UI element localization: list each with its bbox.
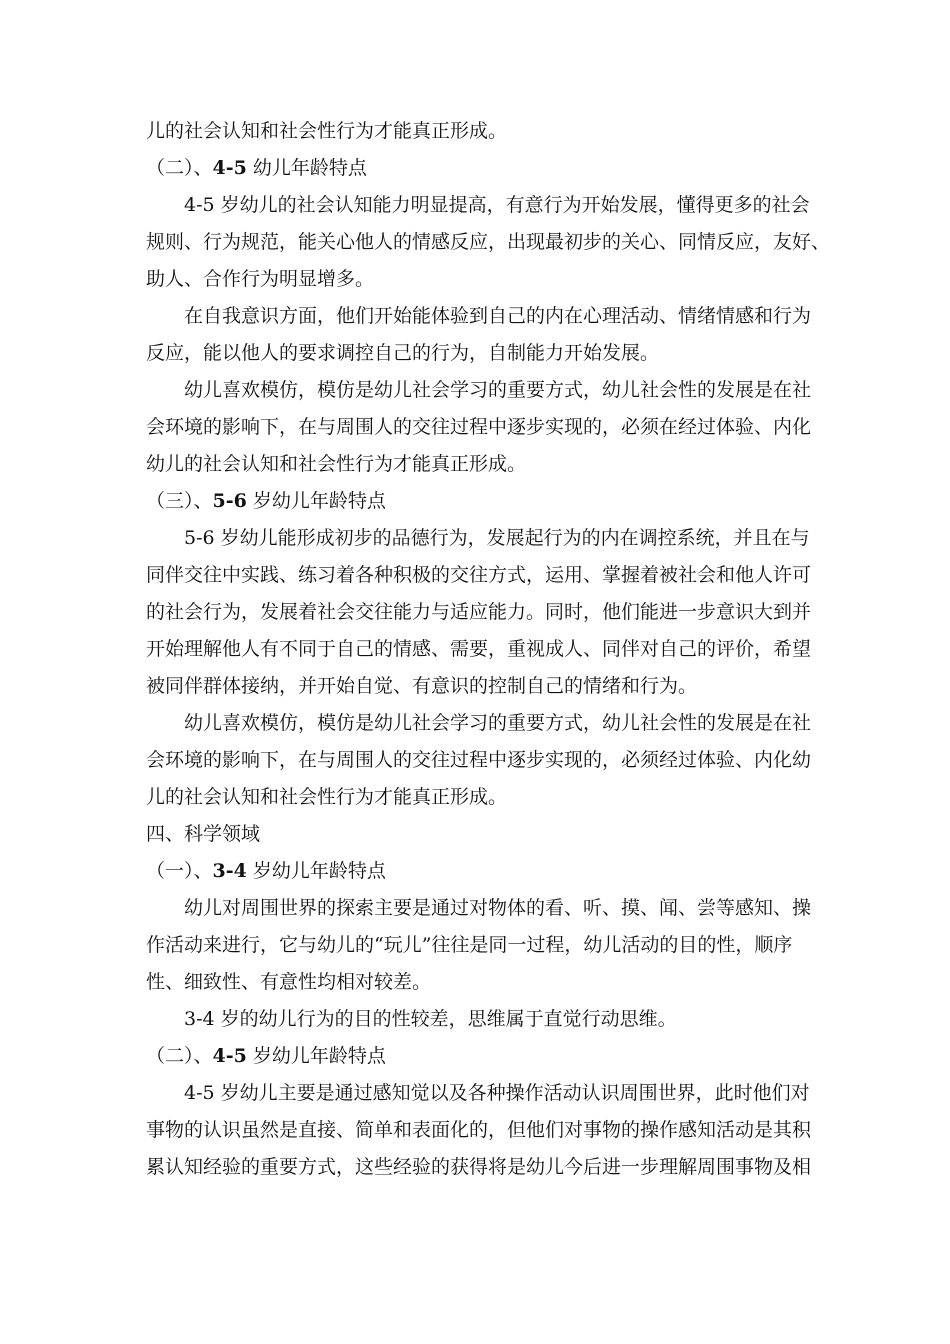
heading-prefix: （一）、 — [146, 860, 213, 882]
section-heading — [146, 853, 811, 890]
paragraph-line: 反应，能以他人的要求调控自己的行为，自制能力开始发展。 — [146, 342, 660, 364]
paragraph-line: 儿的社会认知和社会性行为才能真正形成。 — [146, 120, 508, 142]
section-heading — [146, 150, 811, 187]
paragraph-line: 3-4 岁的幼儿行为的目的性较差，思维属于直觉行动思维。 — [184, 1008, 677, 1030]
paragraph-line: 被同伴群体接纳，并开始自觉、有意识的控制自己的情绪和行为。 — [146, 675, 698, 697]
heading-title: 岁幼儿年龄特点 — [246, 1045, 386, 1067]
paragraph-line: 规则、行为规范，能关心他人的情感反应，出现最初步的关心、同情反应，友好、 — [146, 231, 831, 253]
heading-title: 幼儿年龄特点 — [246, 157, 367, 179]
paragraph-line: 性、细致性、有意性均相对较差。 — [146, 971, 432, 993]
paragraph-line: 在自我意识方面，他们开始能体验到自己的内在心理活动、情绪情感和行为 — [184, 305, 812, 327]
heading-prefix: （二）、 — [146, 1045, 213, 1067]
paragraph-line: 4-5 岁幼儿的社会认知能力明显提高，有意行为开始发展，懂得更多的社会 — [184, 194, 810, 216]
paragraph-line: 会环境的影响下，在与周围人的交往过程中逐步实现的，必须在经过体验、内化 — [146, 416, 812, 438]
paragraph-line: 会环境的影响下，在与周围人的交往过程中逐步实现的，必须经过体验、内化幼 — [146, 749, 812, 771]
paragraph-line: 同伴交往中实践、练习着各种积极的交往方式，运用、掌握着被社会和他人许可 — [146, 564, 812, 586]
heading-title: 岁幼儿年龄特点 — [246, 490, 386, 512]
paragraph-line: 幼儿喜欢模仿，模仿是幼儿社会学习的重要方式，幼儿社会性的发展是在社 — [184, 379, 812, 401]
heading-age-range: 3-4 — [212, 860, 247, 882]
paragraph-line: 累认知经验的重要方式，这些经验的获得将是幼儿今后进一步理解周围事物及相 — [146, 1156, 812, 1178]
paragraph-line: 幼儿对周围世界的探索主要是通过对物体的看、听、摸、闻、尝等感知、操 — [184, 897, 812, 919]
document-body — [146, 113, 831, 1186]
heading-age-range: 4-5 — [212, 1045, 247, 1067]
paragraph-line: 事物的认识虽然是直接、简单和表面化的，但他们对事物的操作感知活动是其积 — [146, 1119, 812, 1141]
heading-prefix: （三）、 — [146, 490, 213, 512]
heading-age-range: 5-6 — [212, 490, 247, 512]
section-heading — [146, 483, 811, 520]
paragraph-line: 5-6 岁幼儿能形成初步的品德行为，发展起行为的内在调控系统，并且在与 — [184, 527, 810, 549]
section-heading — [146, 1038, 811, 1075]
heading-title: 岁幼儿年龄特点 — [246, 860, 386, 882]
paragraph-line: 幼儿喜欢模仿，模仿是幼儿社会学习的重要方式，幼儿社会性的发展是在社 — [184, 712, 812, 734]
paragraph-line: 幼儿的社会认知和社会性行为才能真正形成。 — [146, 453, 527, 475]
paragraph-line: 4-5 岁幼儿主要是通过感知觉以及各种操作活动认识周围世界，此时他们对 — [184, 1082, 810, 1104]
paragraph-line: 儿的社会认知和社会性行为才能真正形成。 — [146, 786, 508, 808]
paragraph-line: 助人、合作行为明显增多。 — [146, 268, 375, 290]
paragraph-line: 作活动来进行，它与幼儿的“玩儿”往往是同一过程，幼儿活动的目的性，顺序 — [146, 934, 793, 956]
paragraph-line: 的社会行为，发展着社会交往能力与适应能力。同时，他们能进一步意识大到并 — [146, 601, 812, 623]
paragraph-line: 四、科学领域 — [146, 823, 261, 845]
heading-age-range: 4-5 — [212, 157, 247, 179]
heading-prefix: （二）、 — [146, 157, 213, 179]
paragraph-line: 开始理解他人有不同于自己的情感、需要，重视成人、同伴对自己的评价，希望 — [146, 638, 812, 660]
